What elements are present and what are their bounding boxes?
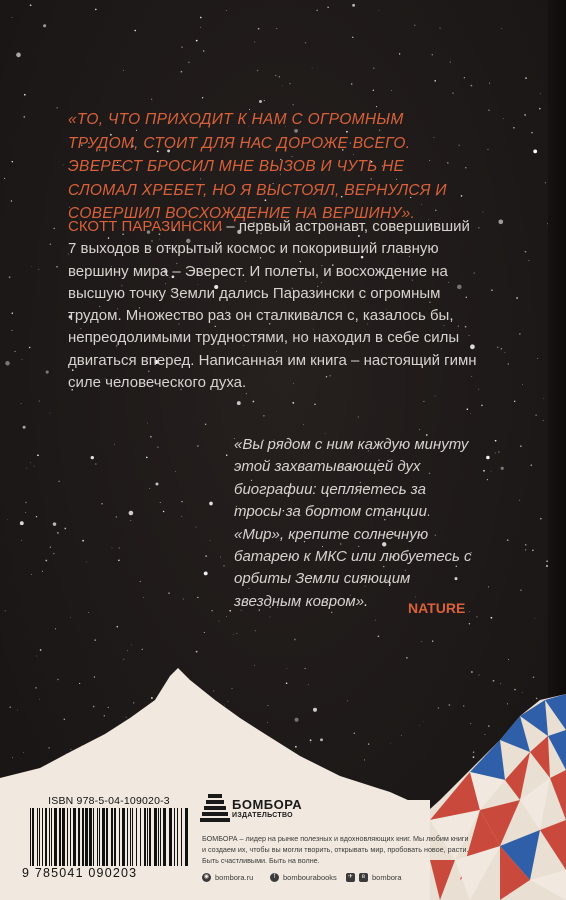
star <box>181 46 183 48</box>
main-quote: «ТО, ЧТО ПРИХОДИТ К НАМ С ОГРОМНЫМ ТРУДОМ, СТОИТ ДЛЯ НАС ДОРОЖЕ ВСЕГО. ЭВЕРЕСТ БРОСИЛ МНЕ ВЫЗОВ И ЧУТЬ НЕ СЛОМАЛ ХРЕБЕТ, НО Я ВЫСТОЯЛ, ВЕРНУЛСЯ И СОВЕРШИЛ ВОСХОЖДЕНИЕ НА ВЕРШИНУ». <box>68 111 447 222</box>
star <box>21 540 22 541</box>
star <box>312 68 313 69</box>
star <box>452 92 454 94</box>
star <box>545 182 546 183</box>
star <box>58 481 59 482</box>
star <box>25 502 27 504</box>
star <box>94 639 96 641</box>
star <box>226 616 227 617</box>
star <box>212 610 213 611</box>
facebook-icon: f <box>270 873 279 882</box>
star <box>294 639 296 641</box>
barcode-bar <box>51 808 52 866</box>
star <box>130 520 131 521</box>
star <box>39 401 40 402</box>
review-source: NATURE <box>408 600 466 616</box>
star <box>478 227 479 228</box>
star <box>525 77 527 79</box>
star <box>432 640 433 641</box>
star <box>205 424 207 426</box>
star <box>195 527 196 528</box>
star <box>491 289 493 291</box>
book-description <box>68 216 478 394</box>
star <box>543 420 544 421</box>
star <box>36 656 37 657</box>
star <box>5 610 6 611</box>
star <box>82 540 84 542</box>
barcode-bar <box>62 808 65 866</box>
star <box>513 127 515 129</box>
star <box>140 581 141 582</box>
star <box>373 90 374 91</box>
star <box>508 363 509 364</box>
star <box>537 358 538 359</box>
star <box>53 522 57 526</box>
star <box>351 83 353 85</box>
star <box>522 384 523 385</box>
star <box>150 436 152 438</box>
star <box>163 511 164 512</box>
star <box>303 424 304 425</box>
social-label-instagram: bombora.ru <box>215 872 254 882</box>
star <box>543 398 544 399</box>
star <box>119 548 120 549</box>
star <box>112 547 113 548</box>
star <box>270 617 271 618</box>
star <box>46 371 49 374</box>
star <box>53 553 55 555</box>
star <box>440 28 441 29</box>
star <box>183 599 184 600</box>
telegram-icon: ✈ <box>347 873 354 880</box>
star <box>56 266 57 267</box>
star <box>478 389 479 390</box>
star <box>209 502 213 506</box>
star <box>23 426 26 429</box>
barcode-bar <box>32 808 34 866</box>
vk-icon: в <box>359 873 368 882</box>
barcode-bar <box>99 808 100 866</box>
star <box>476 616 477 617</box>
star <box>532 549 534 551</box>
star <box>57 107 58 108</box>
barcode-bar <box>82 808 84 866</box>
star <box>181 501 182 502</box>
barcode-bar <box>185 808 188 866</box>
star <box>471 85 473 87</box>
star <box>275 75 276 76</box>
star <box>123 70 124 71</box>
star <box>327 7 328 8</box>
star <box>127 650 128 651</box>
star <box>146 457 148 459</box>
barcode-bar <box>114 808 116 866</box>
star <box>26 468 27 469</box>
star <box>406 657 407 658</box>
star <box>116 516 117 517</box>
star <box>528 260 529 261</box>
star <box>149 488 150 489</box>
star <box>36 516 37 517</box>
star <box>42 571 43 572</box>
star <box>202 97 203 98</box>
star <box>22 359 23 360</box>
star <box>117 626 119 628</box>
barcode-bar <box>70 808 71 866</box>
star <box>488 586 489 587</box>
description-text: – первый астронавт, совершивший 7 выходов в открытый космос и покоривший главную вершину мира – Эверест. И полеты, и восхождение на высшую точку Земли дались Паразински с огромным трудом. Множество раз он сталкивался с, казалось бы, непреодолимыми трудностями, но находил в себе силы двигаться вперед. Написанная им книга – настоящий гимн силе человеческого духа. <box>68 218 477 392</box>
star <box>229 610 231 612</box>
star <box>203 50 204 51</box>
star <box>434 80 436 82</box>
barcode-bar <box>93 808 94 866</box>
barcode-bar <box>30 808 31 866</box>
star <box>501 467 504 470</box>
barcode-bar <box>59 808 61 866</box>
review-quote: «Вы рядом с ним каждую минуту этой захватывающей дух биографии: цепляетесь за тросы за бортом станции «Мир», крепите солнечную батарею к МКС или любуетесь с орбиты Земли сияющим звездным ковром». <box>234 436 472 610</box>
star <box>525 544 526 545</box>
barcode-bar <box>140 808 141 866</box>
barcode-digits: 9 785041 090203 <box>22 866 138 880</box>
barcode-bar <box>174 808 175 866</box>
star <box>63 165 64 166</box>
star <box>488 149 489 150</box>
star <box>220 557 221 558</box>
barcode-bar <box>49 808 50 866</box>
star <box>11 200 12 201</box>
star <box>279 76 280 77</box>
star <box>151 99 152 100</box>
author-name: СКОТТ ПАРАЗИНСКИ <box>68 218 223 235</box>
barcode-bar <box>122 808 125 866</box>
publisher-description: БОМБОРА – лидер на рынке полезных и вдохновляющих книг. Мы любим книги и создаем их, чтобы вы могли творить, открывать мир, пробовать новое, расти. Быть счастливыми. Быть на волне. <box>202 834 469 865</box>
star <box>156 483 159 486</box>
star <box>53 228 55 230</box>
star <box>9 276 11 278</box>
star <box>196 40 198 42</box>
star <box>531 132 532 133</box>
star <box>519 333 520 334</box>
star <box>293 104 294 105</box>
star <box>316 10 317 11</box>
star <box>535 618 536 619</box>
social-label-facebook: bombourabooks <box>283 872 337 882</box>
star <box>525 549 526 550</box>
star <box>219 621 220 622</box>
barcode-bar <box>111 808 113 866</box>
star <box>12 161 13 162</box>
star <box>37 454 39 456</box>
star <box>147 423 148 424</box>
star <box>391 90 392 91</box>
star <box>40 649 42 651</box>
star <box>31 574 32 575</box>
star <box>210 540 211 541</box>
star <box>516 297 518 299</box>
barcode-bar <box>136 808 137 866</box>
star <box>50 547 51 548</box>
star <box>486 456 490 460</box>
star <box>5 361 10 366</box>
barcode-bar <box>149 808 151 866</box>
star <box>540 93 541 94</box>
barcode-bar <box>45 808 47 866</box>
barcode-bar <box>127 808 128 866</box>
star <box>520 445 522 447</box>
star <box>254 41 255 42</box>
publisher-subtitle: ИЗДАТЕЛЬСТВО <box>232 812 293 819</box>
star <box>533 149 537 153</box>
star <box>489 83 490 84</box>
star <box>524 114 525 115</box>
social-label-vk: bombora <box>372 872 402 882</box>
star <box>237 401 241 405</box>
barcode-bar <box>42 808 43 866</box>
barcode-bar <box>97 808 98 866</box>
star <box>134 30 136 32</box>
star <box>358 417 359 418</box>
star <box>525 251 527 253</box>
star <box>101 503 103 505</box>
star <box>204 571 208 575</box>
star <box>64 528 66 530</box>
publisher-name: БОМБОРА <box>232 797 303 812</box>
star <box>181 71 183 73</box>
star <box>25 512 26 513</box>
star <box>196 651 198 653</box>
star <box>24 94 26 96</box>
star <box>237 633 238 634</box>
star <box>491 617 493 619</box>
star <box>197 597 198 598</box>
star <box>375 620 376 621</box>
star <box>276 28 277 29</box>
star <box>14 351 15 352</box>
star <box>503 118 504 119</box>
star <box>118 560 120 562</box>
star <box>507 539 509 541</box>
star <box>21 403 22 404</box>
star <box>197 445 198 446</box>
barcode-bar <box>163 808 166 866</box>
star <box>257 70 259 72</box>
star <box>535 414 537 416</box>
star <box>157 446 158 447</box>
star <box>495 440 497 442</box>
star <box>20 521 24 525</box>
star <box>481 405 483 407</box>
star <box>30 4 32 6</box>
star <box>282 85 283 86</box>
star <box>414 25 415 26</box>
star <box>483 212 484 213</box>
barcode-bar <box>89 808 92 866</box>
star <box>258 28 260 30</box>
barcode-bar <box>160 808 161 866</box>
star <box>467 409 468 410</box>
star <box>131 645 132 646</box>
star <box>70 617 71 618</box>
star <box>114 444 115 445</box>
star <box>290 83 291 84</box>
star <box>226 454 227 455</box>
star <box>514 401 515 402</box>
barcode-bar <box>39 808 40 866</box>
star <box>16 53 21 58</box>
barcode-bar <box>169 808 172 866</box>
star <box>129 511 134 516</box>
star <box>253 401 255 403</box>
star <box>470 413 471 414</box>
barcode-bar <box>73 808 76 866</box>
star <box>469 623 470 624</box>
star <box>143 597 144 598</box>
star <box>23 116 25 118</box>
instagram-icon: ◉ <box>203 873 210 880</box>
star <box>520 590 521 591</box>
barcode-bar <box>106 808 108 866</box>
star <box>175 471 176 472</box>
star <box>49 412 50 413</box>
star <box>55 628 56 629</box>
star <box>188 62 189 63</box>
star <box>4 178 5 179</box>
star <box>432 54 433 55</box>
star <box>38 269 39 270</box>
star <box>497 347 498 348</box>
star <box>540 518 541 519</box>
star <box>86 562 87 563</box>
star <box>223 565 224 566</box>
star <box>519 500 520 501</box>
star <box>255 630 256 631</box>
star <box>498 219 503 224</box>
social-instagram <box>202 870 253 884</box>
star <box>233 634 234 635</box>
star <box>12 312 13 313</box>
barcode-bar <box>102 808 105 866</box>
barcode-bar <box>147 808 148 866</box>
star <box>259 100 262 103</box>
star <box>200 27 201 28</box>
star <box>50 244 51 245</box>
star <box>200 17 202 19</box>
star <box>491 471 492 472</box>
star <box>352 37 353 38</box>
barcode-bar <box>158 808 159 866</box>
star <box>488 110 489 111</box>
barcode-bar <box>154 808 157 866</box>
star <box>168 592 169 593</box>
barcode-bar <box>177 808 178 866</box>
star <box>95 9 97 11</box>
star <box>376 106 377 107</box>
social-facebook <box>270 870 337 884</box>
star <box>450 62 451 63</box>
star <box>314 404 315 405</box>
star <box>204 632 205 633</box>
barcode <box>26 808 192 866</box>
star <box>501 28 502 29</box>
star <box>352 4 355 7</box>
star <box>142 649 143 650</box>
barcode-bar <box>78 808 80 866</box>
star <box>435 396 436 397</box>
star <box>378 10 379 11</box>
star <box>292 402 294 404</box>
star <box>495 452 496 453</box>
star <box>12 17 13 18</box>
star <box>31 266 32 267</box>
star <box>43 24 46 27</box>
star <box>305 42 306 43</box>
star <box>501 348 503 350</box>
star <box>419 429 420 430</box>
star <box>483 470 485 472</box>
star <box>487 479 488 480</box>
star <box>95 463 97 465</box>
star <box>423 401 424 402</box>
star <box>29 347 30 348</box>
star <box>88 612 89 613</box>
barcode-bar <box>54 808 57 866</box>
star <box>464 77 465 78</box>
star <box>421 641 422 642</box>
star <box>57 532 59 534</box>
star <box>226 10 227 11</box>
star <box>181 516 182 517</box>
barcode-bar <box>119 808 120 866</box>
star <box>91 456 94 459</box>
star <box>399 53 400 54</box>
isbn-label: ISBN 978-5-04-109020-3 <box>48 795 170 807</box>
barcode-bar <box>85 808 88 866</box>
barcode-bar <box>130 808 131 866</box>
star <box>505 352 506 353</box>
star <box>11 330 12 331</box>
star <box>264 100 265 101</box>
star <box>205 555 207 557</box>
star <box>7 519 8 520</box>
star <box>34 466 35 467</box>
star <box>263 415 265 417</box>
star <box>530 464 532 466</box>
star <box>498 451 499 452</box>
star <box>539 108 541 110</box>
barcode-bar <box>67 808 68 866</box>
star <box>160 502 161 503</box>
barcode-bar <box>37 808 38 866</box>
star <box>45 560 47 562</box>
barcode-bar <box>132 808 133 866</box>
social-vk <box>346 870 402 884</box>
star <box>378 635 380 637</box>
star <box>373 68 374 69</box>
barcode-bar <box>144 808 146 866</box>
star <box>30 462 31 463</box>
barcode-bar <box>181 808 182 866</box>
